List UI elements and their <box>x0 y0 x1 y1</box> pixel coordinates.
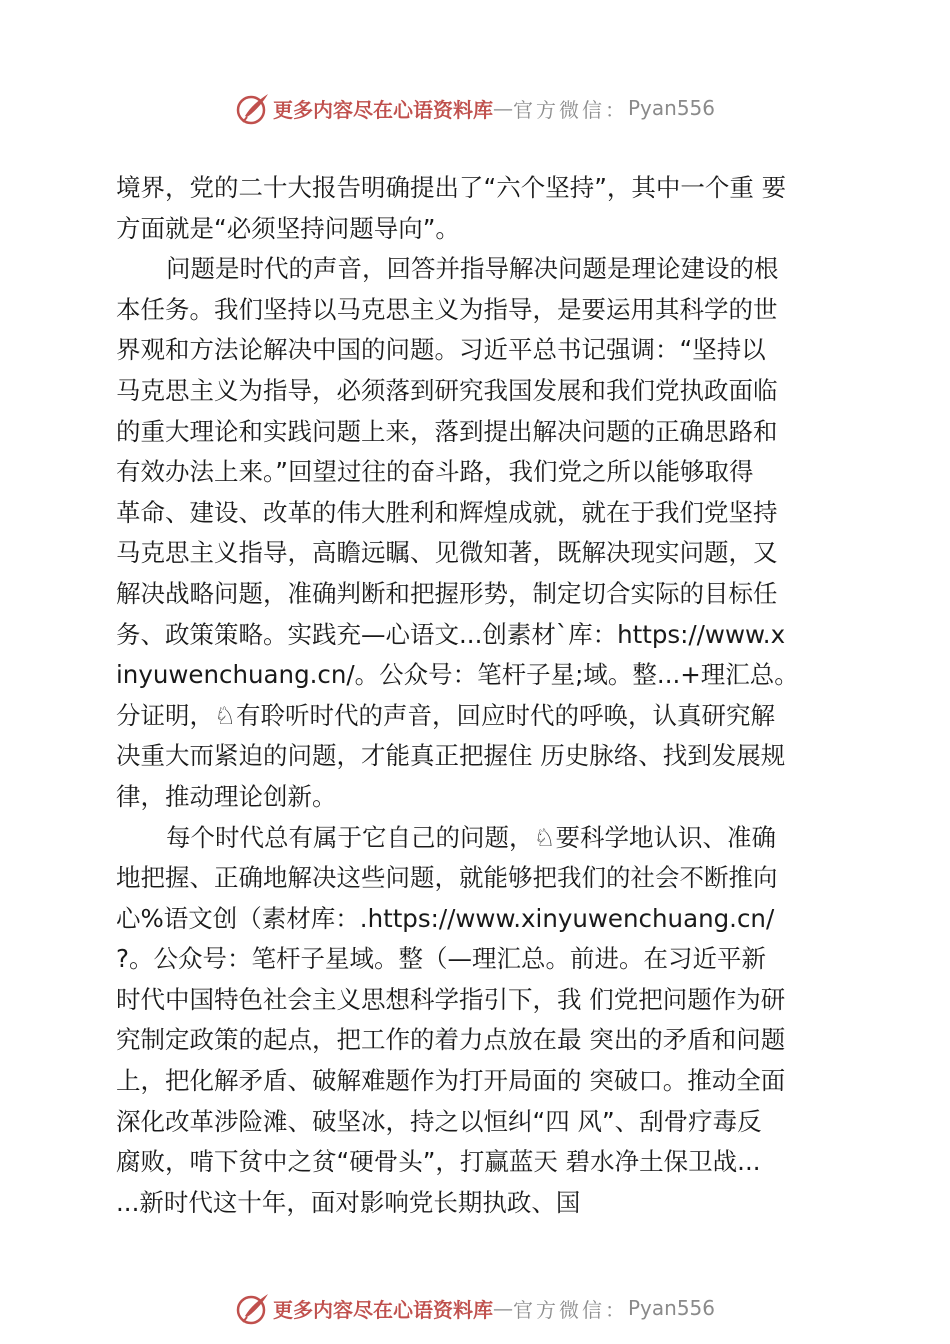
body-line: 深化改革涉险滩、破坚冰，持之以恒纠“四 风”、刮骨疗毒反 <box>116 1106 762 1136</box>
document-body <box>116 168 816 1223</box>
body-line: 心%语文创（素材库：.https://www.xinyuwenchuang.cn/ <box>116 903 775 933</box>
body-line: 务、政策策略。实践充—心语文...创素材`库：https://www.x <box>116 619 786 649</box>
body-line: 每个时代总有属于它自己的问题，♘要科学地认识、准确 <box>166 822 776 852</box>
header-slogan: 更多内容尽在心语资料库 <box>272 97 493 122</box>
body-line: 上，把化解矛盾、破解难题作为打开局面的 突破口。推动全面 <box>116 1066 786 1096</box>
body-line: 马克思主义为指导，必须落到研究我国发展和我们党执政面临 <box>116 375 778 405</box>
body-line: 问题是时代的声音，回答并指导解决问题是理论建设的根 <box>166 254 779 284</box>
body-line: 律，推动理论创新。 <box>116 781 337 811</box>
header-wechat-id: Pyan556 <box>627 96 715 120</box>
body-line: 革命、建设、改革的伟大胜利和辉煌成就，就在于我们党坚持 <box>116 497 778 527</box>
body-line: 有效办法上来。”回望过往的奋斗路，我们党之所以能够取得 <box>116 457 754 487</box>
body-line: 境界，党的二十大报告明确提出了“六个坚持”，其中一个重 要 <box>116 173 787 202</box>
footer-slogan: 更多内容尽在心语资料库 <box>272 1297 493 1322</box>
footer-wechat-id: Pyan556 <box>627 1296 715 1320</box>
header-dash: — <box>492 96 513 120</box>
quill-logo-icon <box>235 1290 271 1326</box>
body-line: ?。公众号：笔杆子星域。整（—理汇总。前进。在习近平新 <box>116 944 767 974</box>
body-line: 的重大理论和实践问题上来，落到提出解决问题的正确思路和 <box>116 416 778 446</box>
body-line: 界观和方法论解决中国的问题。习近平总书记强调：“坚持以 <box>116 335 766 365</box>
body-line: inyuwenchuang.cn/。公众号：笔杆子星;域。整...+理汇总。 <box>116 660 799 690</box>
body-line: 方面就是“必须坚持问题导向”。 <box>116 213 460 243</box>
quill-logo-icon <box>235 90 271 126</box>
header-banner <box>0 88 950 128</box>
footer-dash: — <box>492 1296 513 1320</box>
footer-banner <box>0 1288 950 1328</box>
body-line: ...新时代这十年，面对影响党长期执政、国 <box>116 1187 581 1217</box>
body-line: 究制定政策的起点，把工作的着力点放在最 突出的矛盾和问题 <box>116 1025 786 1055</box>
header-wechat-label: 官方微信： <box>512 97 628 122</box>
body-line: 决重大而紧迫的问题，才能真正把握住 历史脉络、找到发展规 <box>116 741 786 771</box>
body-line: 马克思主义指导，高瞻远瞩、见微知著，既解决现实问题，又 <box>116 538 778 568</box>
body-line: 解决战略问题，准确判断和把握形势，制定切合实际的目标任 <box>116 578 778 608</box>
body-line: 分证明，♘有聆听时代的声音，回应时代的呼唤，认真研究解 <box>116 700 775 730</box>
body-line: 腐败，啃下贫中之贫“硬骨头”，打赢蓝天 碧水净土保卫战... <box>116 1147 761 1177</box>
footer-wechat-label: 官方微信： <box>512 1297 628 1322</box>
body-line: 本任务。我们坚持以马克思主义为指导，是要运用其科学的世 <box>116 294 778 324</box>
body-line: 时代中国特色社会主义思想科学指引下，我 们党把问题作为研 <box>116 984 786 1014</box>
body-line: 地把握、正确地解决这些问题，就能够把我们的社会不断推向 <box>116 863 778 893</box>
